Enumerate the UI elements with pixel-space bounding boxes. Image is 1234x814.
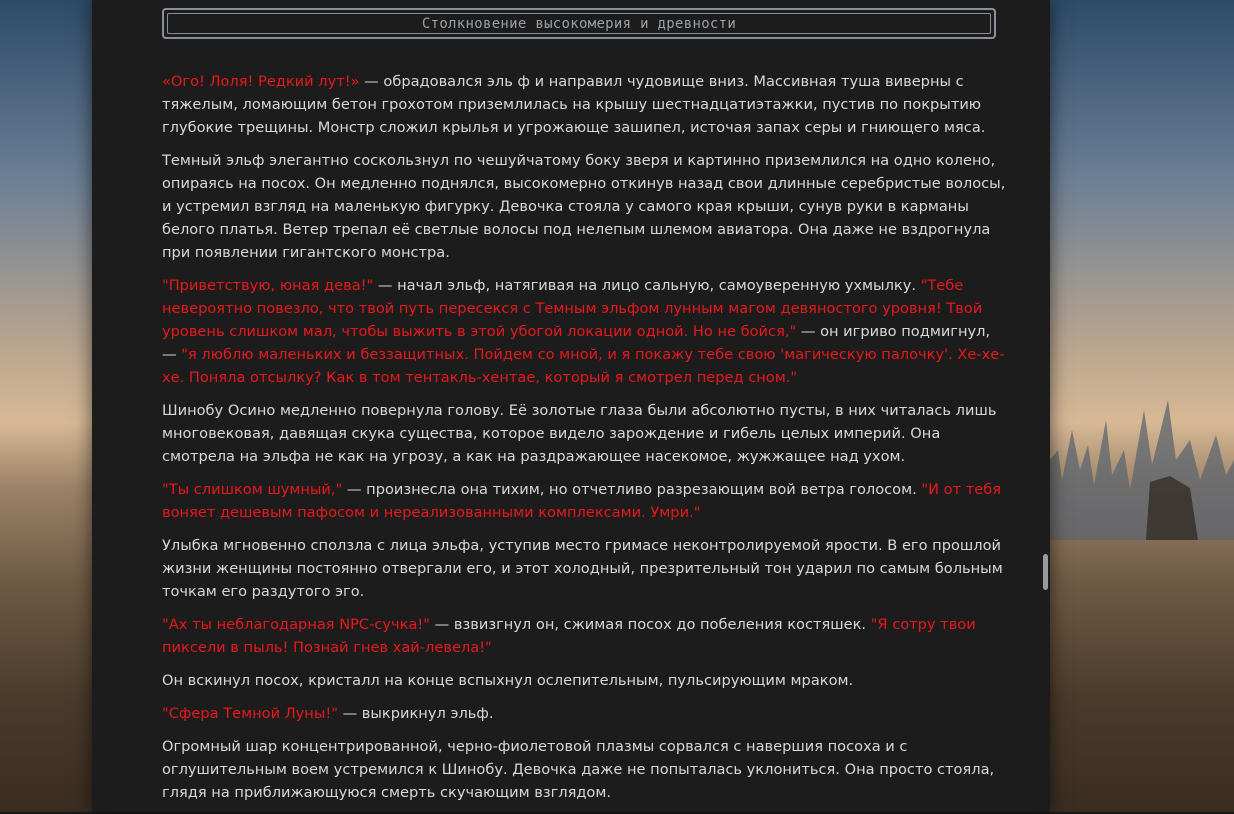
paragraph-8: Он вскинул посох, кристалл на конце вспыхнул ослепительным, пульсирующим мраком.	[162, 672, 854, 689]
ruins-silhouette	[1050, 390, 1234, 540]
paragraph-9	[162, 702, 1008, 725]
dialogue-line: "Приветствую, юная дева!"	[162, 277, 374, 294]
narration: — он игриво подмигнул, —	[162, 323, 991, 363]
dialogue-line: "Ты слишком шумный,"	[162, 481, 343, 498]
paragraph-7	[162, 613, 1008, 659]
dialogue-line: "Сфера Темной Луны!"	[162, 705, 338, 722]
chapter-title: Столкновение высокомерия и древности	[421, 15, 737, 32]
paragraph-5	[162, 478, 1008, 524]
chapter-title-box	[162, 8, 996, 39]
dialogue-line: "Я сотру твои пиксели в пыль! Познай гнев хай-левела!"	[162, 616, 976, 656]
narration: — начал эльф, натягивая на лицо сальную, самоуверенную ухмылку.	[373, 277, 921, 294]
narration: — взвизгнул он, сжимая посох до побеления костяшек.	[430, 616, 871, 633]
narration: — выкрикнул эльф.	[337, 705, 494, 722]
scrollbar-thumb[interactable]	[1043, 554, 1048, 590]
dialogue-line: "И от тебя воняет дешевым пафосом и нереализованными комплексами. Умри."	[162, 481, 1002, 521]
story-text	[162, 70, 1008, 814]
paragraph-2: Темный эльф элегантно соскользнул по чешуйчатому боку зверя и картинно приземлился на одно колено, опираясь на посох. Он медленно поднялся, высокомерно откинув назад свои длинные серебристые волосы, и устремил взгляд на маленькую фигурку. Девочка стояла у самого края крыши, сунув руки в карманы белого платья. Ветер трепал её светлые волосы под нелепым шлемом авиатора. Она даже не вздрогнула при появлении гигантского монстра.	[162, 152, 1006, 261]
paragraph-4: Шинобу Осино медленно повернула голову. Её золотые глаза были абсолютно пусты, в них читалась лишь многовековая, давящая скука существа, которое видело зарождение и гибель целых империй. Она смотрела на эльфа не как на угрозу, а как на раздражающее насекомое, жужжащее над ухом.	[162, 402, 997, 465]
dialogue-line: "Тебе невероятно повезло, что твой путь пересекся с Темным эльфом лунным магом девяностого уровня! Твой уровень слишком мал, чтобы выжить в этой убогой локации одной. Но не бойся,"	[162, 277, 983, 340]
dialogue-line: «Ого! Лоля! Редкий лут!»	[162, 73, 360, 90]
paragraph-10: Огромный шар концентрированной, черно-фиолетовой плазмы сорвался с навершия посоха и с оглушительным воем устремился к Шинобу. Девочка даже не попыталась уклониться. Она просто стояла, глядя на приближающуюся смерть скучающим взглядом.	[162, 738, 995, 801]
paragraph-1	[162, 70, 1008, 139]
paragraph-3	[162, 274, 1008, 389]
paragraph-6: Улыбка мгновенно сползла с лица эльфа, уступив место гримасе неконтролируемой ярости. В его прошлой жизни женщины постоянно отвергали его, и этот холодный, презрительный тон ударил по самым больным точкам его раздутого эго.	[162, 537, 1003, 600]
narration: — обрадовался эль ф и направил чудовище вниз. Массивная туша виверны с тяжелым, ломающим бетон грохотом приземлилась на крышу шестнадцатиэтажки, пустив по покрытию глубокие трещины. Монстр сложил крылья и угрожающе зашипел, источая запах серы и гниющего мяса.	[162, 73, 986, 136]
dialogue-line: "я люблю маленьких и беззащитных. Пойдем со мной, и я покажу тебе свою 'магическую палочку'. Хе-хе-хе. Поняла отсылку? Как в том тентакль-хентае, который я смотрел перед сном."	[162, 346, 1005, 386]
dialogue-line: "Ах ты неблагодарная NPC-сучка!"	[162, 616, 430, 633]
narration: — произнесла она тихим, но отчетливо разрезающим вой ветра голосом.	[342, 481, 922, 498]
